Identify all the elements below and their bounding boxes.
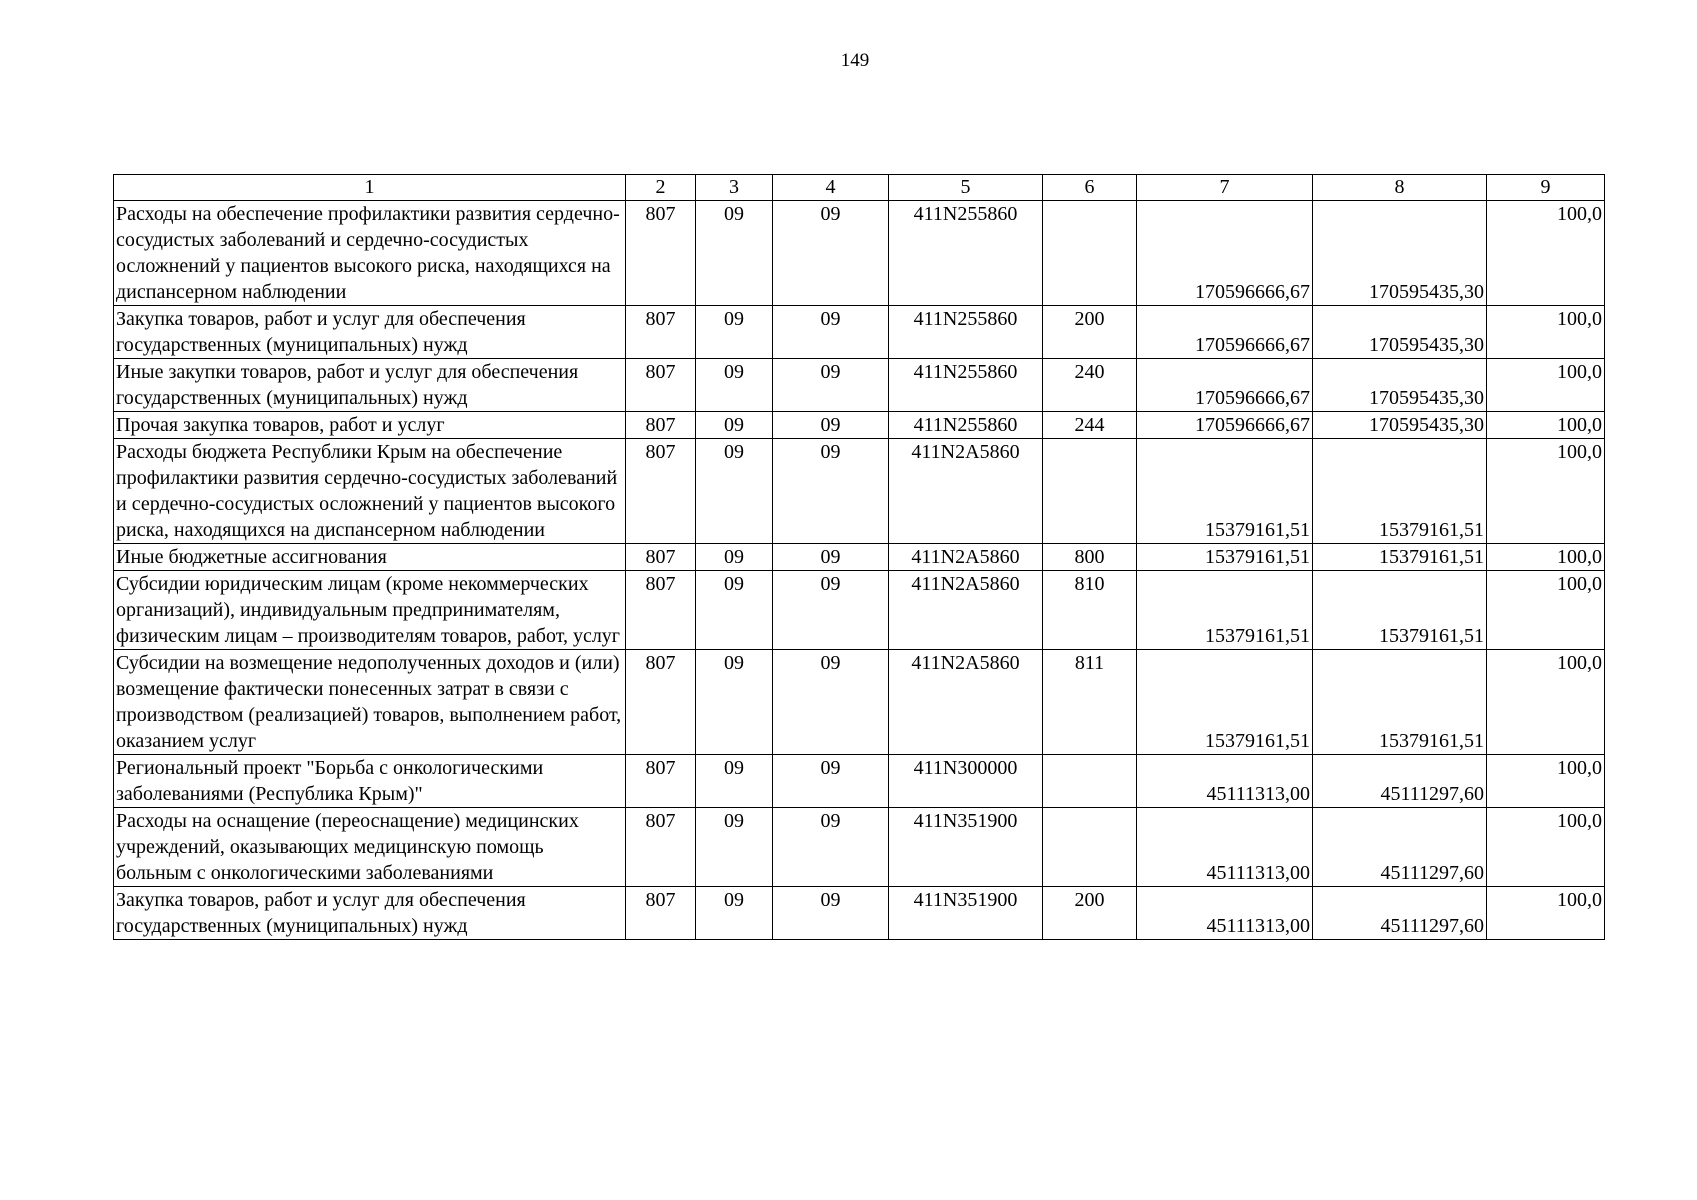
cell-expense-type: 200 [1043, 306, 1137, 359]
cell-subsection-code: 09 [773, 755, 889, 808]
row-description: Иные бюджетные ассигнования [114, 544, 626, 571]
cell-section-code: 09 [696, 755, 773, 808]
cell-admin-code: 807 [626, 887, 696, 940]
cell-subsection-code: 09 [773, 544, 889, 571]
cell-admin-code: 807 [626, 359, 696, 412]
cell-expense-type: 244 [1043, 412, 1137, 439]
cell-subsection-code: 09 [773, 412, 889, 439]
cell-target-article: 411N2A5860 [889, 544, 1043, 571]
cell-actual-amount: 45111297,60 [1313, 887, 1487, 940]
row-description: Закупка товаров, работ и услуг для обеспечения государственных (муниципальных) нужд [114, 306, 626, 359]
table-row [114, 755, 1605, 808]
row-description: Субсидии на возмещение недополученных доходов и (или) возмещение фактически понесенных затрат в связи с производством (реализацией) товаров, выполнением работ, оказанием услуг [114, 650, 626, 755]
cell-subsection-code: 09 [773, 808, 889, 887]
cell-actual-amount: 170595435,30 [1313, 306, 1487, 359]
cell-expense-type: 800 [1043, 544, 1137, 571]
row-description: Иные закупки товаров, работ и услуг для обеспечения государственных (муниципальных) нужд [114, 359, 626, 412]
row-description: Прочая закупка товаров, работ и услуг [114, 412, 626, 439]
budget-table [113, 174, 1605, 940]
cell-admin-code: 807 [626, 439, 696, 544]
cell-expense-type: 811 [1043, 650, 1137, 755]
header-row [114, 175, 1605, 201]
cell-section-code: 09 [696, 571, 773, 650]
table-row [114, 808, 1605, 887]
table-row [114, 571, 1605, 650]
cell-actual-amount: 45111297,60 [1313, 808, 1487, 887]
cell-admin-code: 807 [626, 650, 696, 755]
cell-target-article: 411N255860 [889, 359, 1043, 412]
cell-target-article: 411N300000 [889, 755, 1043, 808]
cell-plan-amount: 15379161,51 [1137, 571, 1313, 650]
table-row [114, 544, 1605, 571]
cell-percent: 100,0 [1487, 412, 1605, 439]
cell-subsection-code: 09 [773, 571, 889, 650]
cell-section-code: 09 [696, 359, 773, 412]
cell-target-article: 411N255860 [889, 306, 1043, 359]
cell-plan-amount: 170596666,67 [1137, 412, 1313, 439]
cell-percent: 100,0 [1487, 571, 1605, 650]
cell-admin-code: 807 [626, 544, 696, 571]
cell-target-article: 411N351900 [889, 808, 1043, 887]
cell-subsection-code: 09 [773, 650, 889, 755]
cell-plan-amount: 170596666,67 [1137, 306, 1313, 359]
row-description: Региональный проект "Борьба с онкологическими заболеваниями (Республика Крым)" [114, 755, 626, 808]
table-row [114, 359, 1605, 412]
cell-plan-amount: 45111313,00 [1137, 887, 1313, 940]
row-description: Расходы на обеспечение профилактики развития сердечно-сосудистых заболеваний и сердечно-сосудистых осложнений у пациентов высокого риска, находящихся на диспансерном наблюдении [114, 201, 626, 306]
column-header: 7 [1137, 175, 1313, 201]
cell-section-code: 09 [696, 887, 773, 940]
cell-target-article: 411N255860 [889, 201, 1043, 306]
cell-actual-amount: 45111297,60 [1313, 755, 1487, 808]
cell-expense-type: 240 [1043, 359, 1137, 412]
cell-admin-code: 807 [626, 755, 696, 808]
cell-admin-code: 807 [626, 412, 696, 439]
cell-admin-code: 807 [626, 306, 696, 359]
cell-subsection-code: 09 [773, 201, 889, 306]
cell-subsection-code: 09 [773, 439, 889, 544]
row-description: Закупка товаров, работ и услуг для обеспечения государственных (муниципальных) нужд [114, 887, 626, 940]
column-header: 5 [889, 175, 1043, 201]
cell-percent: 100,0 [1487, 359, 1605, 412]
cell-plan-amount: 170596666,67 [1137, 359, 1313, 412]
cell-percent: 100,0 [1487, 808, 1605, 887]
cell-expense-type: 810 [1043, 571, 1137, 650]
row-description: Расходы бюджета Республики Крым на обеспечение профилактики развития сердечно-сосудистых заболеваний и сердечно-сосудистых осложнений у пациентов высокого риска, находящихся на диспансерном наблюдении [114, 439, 626, 544]
column-header: 3 [696, 175, 773, 201]
cell-target-article: 411N255860 [889, 412, 1043, 439]
cell-target-article: 411N2A5860 [889, 571, 1043, 650]
table-body [114, 175, 1605, 940]
table-row [114, 439, 1605, 544]
column-header: 9 [1487, 175, 1605, 201]
row-description: Расходы на оснащение (переоснащение) медицинских учреждений, оказывающих медицинскую помощь больным с онкологическими заболеваниями [114, 808, 626, 887]
row-description: Субсидии юридическим лицам (кроме некоммерческих организаций), индивидуальным предпринимателям, физическим лицам – производителям товаров, работ, услуг [114, 571, 626, 650]
cell-section-code: 09 [696, 439, 773, 544]
cell-actual-amount: 15379161,51 [1313, 439, 1487, 544]
cell-percent: 100,0 [1487, 201, 1605, 306]
cell-expense-type [1043, 808, 1137, 887]
cell-expense-type [1043, 201, 1137, 306]
cell-subsection-code: 09 [773, 306, 889, 359]
cell-section-code: 09 [696, 808, 773, 887]
cell-admin-code: 807 [626, 808, 696, 887]
column-header: 6 [1043, 175, 1137, 201]
cell-actual-amount: 170595435,30 [1313, 412, 1487, 439]
table-row [114, 306, 1605, 359]
cell-subsection-code: 09 [773, 887, 889, 940]
cell-section-code: 09 [696, 544, 773, 571]
column-header: 4 [773, 175, 889, 201]
cell-actual-amount: 15379161,51 [1313, 650, 1487, 755]
cell-target-article: 411N2A5860 [889, 650, 1043, 755]
cell-plan-amount: 45111313,00 [1137, 808, 1313, 887]
cell-section-code: 09 [696, 306, 773, 359]
page-number: 149 [840, 50, 870, 71]
column-header: 2 [626, 175, 696, 201]
cell-percent: 100,0 [1487, 650, 1605, 755]
cell-plan-amount: 45111313,00 [1137, 755, 1313, 808]
cell-plan-amount: 15379161,51 [1137, 439, 1313, 544]
cell-actual-amount: 15379161,51 [1313, 544, 1487, 571]
cell-expense-type [1043, 755, 1137, 808]
cell-admin-code: 807 [626, 571, 696, 650]
cell-percent: 100,0 [1487, 887, 1605, 940]
cell-section-code: 09 [696, 201, 773, 306]
cell-actual-amount: 170595435,30 [1313, 201, 1487, 306]
cell-expense-type: 200 [1043, 887, 1137, 940]
cell-expense-type [1043, 439, 1137, 544]
cell-actual-amount: 170595435,30 [1313, 359, 1487, 412]
cell-percent: 100,0 [1487, 755, 1605, 808]
cell-plan-amount: 170596666,67 [1137, 201, 1313, 306]
cell-section-code: 09 [696, 650, 773, 755]
cell-target-article: 411N351900 [889, 887, 1043, 940]
cell-percent: 100,0 [1487, 306, 1605, 359]
cell-admin-code: 807 [626, 201, 696, 306]
cell-section-code: 09 [696, 412, 773, 439]
cell-subsection-code: 09 [773, 359, 889, 412]
table-row [114, 887, 1605, 940]
column-header: 8 [1313, 175, 1487, 201]
cell-plan-amount: 15379161,51 [1137, 544, 1313, 571]
cell-percent: 100,0 [1487, 439, 1605, 544]
cell-actual-amount: 15379161,51 [1313, 571, 1487, 650]
table-row [114, 412, 1605, 439]
cell-target-article: 411N2A5860 [889, 439, 1043, 544]
cell-percent: 100,0 [1487, 544, 1605, 571]
column-header: 1 [114, 175, 626, 201]
table-row [114, 650, 1605, 755]
table-row [114, 201, 1605, 306]
cell-plan-amount: 15379161,51 [1137, 650, 1313, 755]
